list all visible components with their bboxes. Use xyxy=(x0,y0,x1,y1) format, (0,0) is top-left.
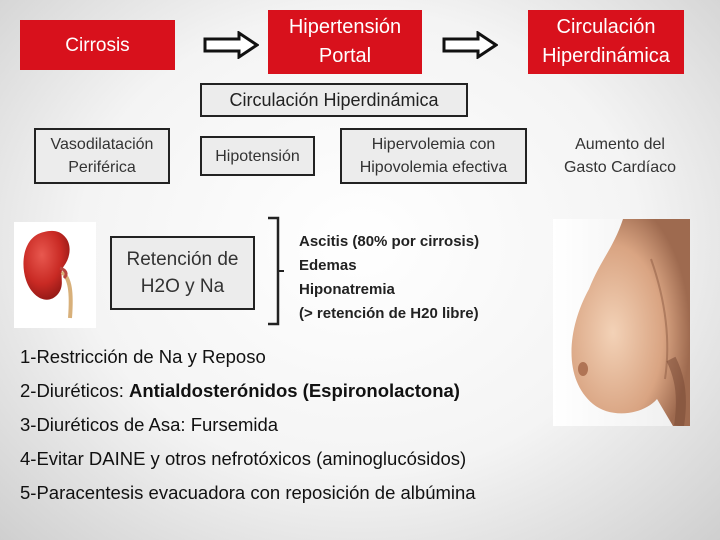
hipervolemia-label: Hipervolemia con xyxy=(371,136,496,153)
periferica-label: Periférica xyxy=(68,159,136,176)
list-item: Hiponatremia xyxy=(299,281,395,298)
kidney-icon xyxy=(14,222,96,328)
treatment-item-2 xyxy=(20,374,560,408)
treatment-item-1: 1-Restricción de Na y Reposo xyxy=(20,346,266,367)
vasodilatacion-box xyxy=(34,128,170,184)
treatment-item-4: 4-Evitar DAINE y otros nefrotóxicos (aminoglucósidos) xyxy=(20,448,467,469)
retencion-label: Retención de xyxy=(126,249,239,270)
subtitle-box xyxy=(200,83,468,117)
hipovolemia-label: Hipovolemia efectiva xyxy=(359,159,508,176)
arrow-right-icon xyxy=(203,31,259,59)
treatment-item-3: 3-Diuréticos de Asa: Fursemida xyxy=(20,414,279,435)
cirrosis-box xyxy=(20,20,175,70)
treatment-list xyxy=(20,340,560,510)
bracket-icon xyxy=(262,216,292,326)
list-item: (> retención de H20 libre) xyxy=(299,305,479,322)
ascites-abdomen-photo xyxy=(553,219,690,426)
retencion-box xyxy=(110,236,255,310)
arrow-right-icon xyxy=(442,31,498,59)
hipotension-label: Hipotensión xyxy=(215,147,300,165)
list-item: Edemas xyxy=(299,257,357,274)
ascites-abdomen-icon xyxy=(553,219,690,426)
aumento-label: Aumento del xyxy=(575,136,665,153)
vasodilatacion-label: Vasodilatación xyxy=(50,136,154,153)
cirrosis-label: Cirrosis xyxy=(65,34,130,56)
hipervolemia-box xyxy=(340,128,527,184)
list-item: Ascitis (80% por cirrosis) xyxy=(299,233,480,250)
circulacion-hiperdinamica-box xyxy=(528,10,684,74)
consequences-list xyxy=(299,230,549,326)
subtitle-label: Circulación Hiperdinámica xyxy=(229,89,439,110)
hipotension-box xyxy=(200,136,315,176)
hiperdinamica-label: Hiperdinámica xyxy=(542,45,670,67)
gasto-label: Gasto Cardíaco xyxy=(563,159,677,176)
kidney-image xyxy=(14,222,96,328)
portal-label: Portal xyxy=(318,45,372,67)
circulacion-label: Circulación xyxy=(556,16,656,38)
treatment-item-2-bold: Antialdosterónidos (Espironolactona) xyxy=(128,380,460,401)
treatment-item-2-prefix: 2-Diuréticos: xyxy=(20,380,129,401)
treatment-item-5: 5-Paracentesis evacuadora con reposición de albúmina xyxy=(20,482,476,503)
hipertension-portal-box xyxy=(268,10,422,74)
hipertension-label: Hipertensión xyxy=(288,16,402,38)
h2o-na-label: H2O y Na xyxy=(140,276,225,297)
gasto-cardiaco-text xyxy=(550,133,690,183)
